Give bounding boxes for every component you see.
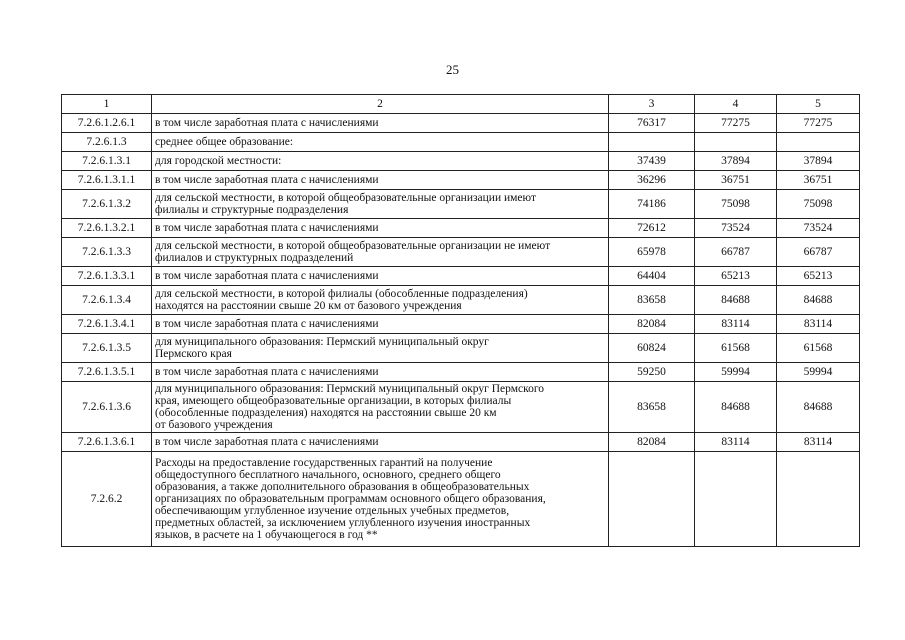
- row-description: [152, 219, 609, 238]
- row-value-5: 73524: [777, 219, 860, 238]
- row-value-4: 59994: [695, 363, 777, 382]
- row-value-3: 59250: [609, 363, 695, 382]
- row-description: [152, 286, 609, 315]
- row-value-5: 65213: [777, 267, 860, 286]
- description-line: для сельской местности, в которой филиалы (обособленные подразделения): [155, 288, 528, 300]
- row-value-3: 60824: [609, 334, 695, 363]
- description-line: организациях по образовательным программам основного общего образования,: [155, 493, 546, 505]
- row-value-5: 84688: [777, 286, 860, 315]
- table-row: [62, 267, 860, 286]
- header-col-4: 4: [695, 95, 777, 114]
- row-value-4: 66787: [695, 238, 777, 267]
- table-row: [62, 433, 860, 452]
- row-value-4: 73524: [695, 219, 777, 238]
- row-value-5: [777, 133, 860, 152]
- table-body: [62, 114, 860, 547]
- row-value-3: 36296: [609, 171, 695, 190]
- row-description: [152, 334, 609, 363]
- row-code: 7.2.6.1.2.6.1: [62, 114, 152, 133]
- row-value-4: 61568: [695, 334, 777, 363]
- description-line: обеспечивающим углубленное изучение отдельных учебных предметов,: [155, 505, 510, 517]
- row-code: 7.2.6.1.3.2.1: [62, 219, 152, 238]
- row-value-4: 83114: [695, 433, 777, 452]
- row-value-5: 75098: [777, 190, 860, 219]
- header-col-2: 2: [152, 95, 609, 114]
- row-value-5: 36751: [777, 171, 860, 190]
- table-row: [62, 219, 860, 238]
- row-value-3: 74186: [609, 190, 695, 219]
- row-value-5: 83114: [777, 315, 860, 334]
- row-code: 7.2.6.1.3.5: [62, 334, 152, 363]
- row-description: [152, 152, 609, 171]
- row-description: [152, 452, 609, 547]
- row-code: 7.2.6.1.3.6: [62, 382, 152, 433]
- description-line: Пермского края: [155, 348, 232, 360]
- row-value-4: [695, 133, 777, 152]
- description-line: среднее общее образование:: [155, 136, 294, 148]
- row-value-4: 77275: [695, 114, 777, 133]
- description-line: в том числе заработная плата с начислениями: [155, 117, 379, 129]
- row-value-3: 64404: [609, 267, 695, 286]
- description-line: для муниципального образования: Пермский муниципальный округ: [155, 336, 489, 348]
- row-value-5: 37894: [777, 152, 860, 171]
- table-row: [62, 382, 860, 433]
- row-value-5: 77275: [777, 114, 860, 133]
- description-line: в том числе заработная плата с начислениями: [155, 366, 379, 378]
- row-value-5: 84688: [777, 382, 860, 433]
- description-line: предметных областей, за исключением углубленного изучения иностранных: [155, 517, 531, 529]
- description-line: в том числе заработная плата с начислениями: [155, 174, 379, 186]
- row-value-4: 83114: [695, 315, 777, 334]
- row-description: [152, 114, 609, 133]
- description-line: края, имеющего общеобразовательные организации, в которых филиалы: [155, 395, 512, 407]
- row-value-3: 83658: [609, 286, 695, 315]
- row-code: 7.2.6.1.3.4.1: [62, 315, 152, 334]
- row-value-3: 82084: [609, 433, 695, 452]
- description-line: языков, в расчете на 1 обучающегося в год **: [155, 529, 378, 541]
- table-row: [62, 363, 860, 382]
- row-value-4: 37894: [695, 152, 777, 171]
- table-row: [62, 238, 860, 267]
- description-line: для сельской местности, в которой общеобразовательные организации имеют: [155, 192, 536, 204]
- row-code: 7.2.6.1.3.5.1: [62, 363, 152, 382]
- description-line: образования, а также дополнительного образования в общеобразовательных: [155, 481, 530, 493]
- row-value-3: 37439: [609, 152, 695, 171]
- row-description: [152, 171, 609, 190]
- header-col-5: 5: [777, 95, 860, 114]
- description-line: в том числе заработная плата с начислениями: [155, 436, 379, 448]
- row-value-5: 61568: [777, 334, 860, 363]
- row-value-5: [777, 452, 860, 547]
- header-row: [62, 95, 860, 114]
- table-row: [62, 190, 860, 219]
- row-description: [152, 133, 609, 152]
- row-code: 7.2.6.1.3.1.1: [62, 171, 152, 190]
- row-value-4: 75098: [695, 190, 777, 219]
- table-row: [62, 114, 860, 133]
- row-description: [152, 238, 609, 267]
- row-value-4: 84688: [695, 286, 777, 315]
- table-row: [62, 315, 860, 334]
- row-description: [152, 382, 609, 433]
- description-line: филиалов и структурных подразделений: [155, 252, 354, 264]
- row-description: [152, 433, 609, 452]
- row-code: 7.2.6.1.3.3.1: [62, 267, 152, 286]
- description-line: в том числе заработная плата с начислениями: [155, 318, 379, 330]
- header-col-1: 1: [62, 95, 152, 114]
- description-line: Расходы на предоставление государственных гарантий на получение: [155, 457, 493, 469]
- table-row: [62, 133, 860, 152]
- description-line: филиалы и структурные подразделения: [155, 204, 349, 216]
- row-value-5: 83114: [777, 433, 860, 452]
- row-code: 7.2.6.1.3.2: [62, 190, 152, 219]
- description-line: общедоступного бесплатного начального, основного, среднего общего: [155, 469, 501, 481]
- row-description: [152, 363, 609, 382]
- header-col-3: 3: [609, 95, 695, 114]
- description-line: от базового учреждения: [155, 419, 273, 431]
- row-code: 7.2.6.1.3: [62, 133, 152, 152]
- description-line: для городской местности:: [155, 155, 282, 167]
- row-value-3: 65978: [609, 238, 695, 267]
- row-value-4: 36751: [695, 171, 777, 190]
- description-line: в том числе заработная плата с начислениями: [155, 270, 379, 282]
- description-line: для муниципального образования: Пермский муниципальный округ Пермского: [155, 383, 545, 395]
- description-line: в том числе заработная плата с начислениями: [155, 222, 379, 234]
- row-code: 7.2.6.1.3.3: [62, 238, 152, 267]
- row-code: 7.2.6.2: [62, 452, 152, 547]
- page-number: 25: [446, 62, 459, 77]
- row-value-3: 82084: [609, 315, 695, 334]
- row-code: 7.2.6.1.3.6.1: [62, 433, 152, 452]
- row-code: 7.2.6.1.3.4: [62, 286, 152, 315]
- row-description: [152, 315, 609, 334]
- description-line: (обособленные подразделения) находятся на расстоянии свыше 20 км: [155, 407, 497, 419]
- row-description: [152, 267, 609, 286]
- row-value-3: 83658: [609, 382, 695, 433]
- row-value-3: 76317: [609, 114, 695, 133]
- row-value-5: 66787: [777, 238, 860, 267]
- row-value-5: 59994: [777, 363, 860, 382]
- table-row: [62, 152, 860, 171]
- row-code: 7.2.6.1.3.1: [62, 152, 152, 171]
- row-value-4: 84688: [695, 382, 777, 433]
- description-line: для сельской местности, в которой общеобразовательные организации не имеют: [155, 240, 551, 252]
- row-value-4: 65213: [695, 267, 777, 286]
- table-row: [62, 452, 860, 547]
- row-value-3: [609, 452, 695, 547]
- row-value-3: [609, 133, 695, 152]
- table-row: [62, 286, 860, 315]
- row-description: [152, 190, 609, 219]
- row-value-4: [695, 452, 777, 547]
- description-line: находятся на расстоянии свыше 20 км от базового учреждения: [155, 300, 462, 312]
- table-row: [62, 171, 860, 190]
- row-value-3: 72612: [609, 219, 695, 238]
- budget-table: [61, 94, 860, 547]
- table-row: [62, 334, 860, 363]
